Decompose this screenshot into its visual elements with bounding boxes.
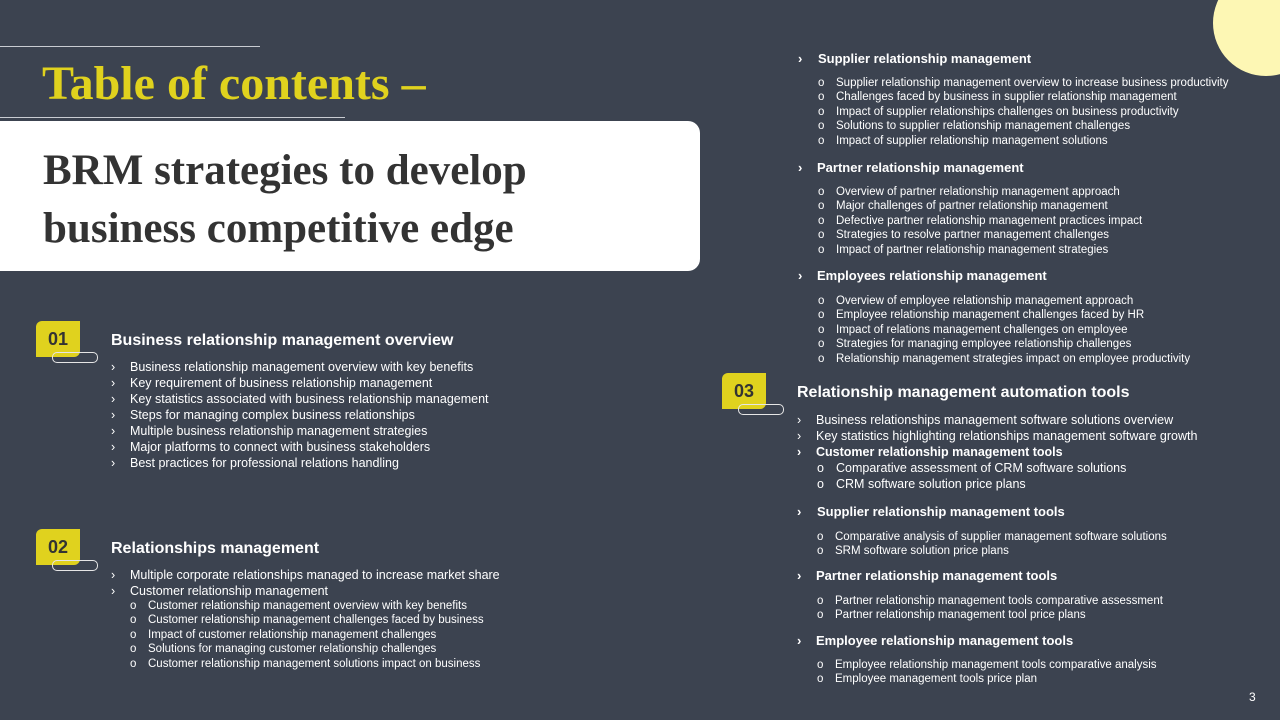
list-item: o Partner relationship management tools comparative assessment <box>817 595 1163 607</box>
list-item: o Partner relationship management tool price plans <box>817 609 1086 622</box>
list-item: o Impact of partner relationship management strategies <box>818 243 1109 256</box>
supplier-relationship-list <box>818 76 1228 148</box>
section-03-list <box>797 412 1197 460</box>
section-03-title: Relationship management automation tools <box>797 384 1130 401</box>
section-02-list <box>111 567 500 599</box>
list-item: o Challenges faced by business in supplier relationship management <box>818 91 1177 104</box>
list-item: › Key requirement of business relationship management <box>111 376 433 390</box>
list-item: o Major challenges of partner relationship management <box>818 200 1108 213</box>
page-number: 3 <box>1249 690 1256 704</box>
section-01-title: Business relationship management overview <box>111 332 454 349</box>
employees-relationship-heading: › Employees relationship management <box>798 268 1047 283</box>
list-item: › Customer relationship management <box>111 584 329 598</box>
list-item: o Comparative assessment of CRM software solutions <box>817 461 1127 475</box>
list-item: › Steps for managing complex business relationships <box>111 408 415 422</box>
list-item: › Best practices for professional relations handling <box>111 456 399 470</box>
list-item: o Solutions to supplier relationship management challenges <box>818 120 1131 133</box>
list-item: o Impact of relations management challenges on employee <box>818 323 1128 336</box>
title-divider-line <box>0 117 345 118</box>
presentation-subtitle <box>43 142 527 258</box>
list-item: o Relationship management strategies impact on employee productivity <box>818 352 1191 365</box>
list-item: o Defective partner relationship management practices impact <box>818 214 1143 227</box>
list-item: o CRM software solution price plans <box>817 477 1026 491</box>
section-02-sublist <box>130 599 484 671</box>
list-item: › Business relationships management software solutions overview <box>797 413 1174 427</box>
employees-relationship-list <box>818 294 1190 366</box>
list-item: › Multiple business relationship management strategies <box>111 424 428 438</box>
list-item: › Major platforms to connect with business stakeholders <box>111 440 431 454</box>
section-02-badge: 02 <box>36 529 80 565</box>
list-item: o Employee relationship management tools comparative analysis <box>817 659 1157 671</box>
list-item: › Key statistics highlighting relationships management software growth <box>797 429 1198 443</box>
subtitle-line-2: business competitive edge <box>43 205 514 252</box>
list-item: › Customer relationship management tools <box>797 445 1063 459</box>
partner-tools-heading: › Partner relationship management tools <box>797 568 1058 583</box>
supplier-tools-heading: › Supplier relationship management tools <box>797 504 1065 519</box>
crm-tools-list <box>817 460 1126 492</box>
list-item: o Supplier relationship management overview to increase business productivity <box>818 77 1229 89</box>
section-01-list <box>111 359 489 471</box>
list-item: o Strategies to resolve partner management challenges <box>818 229 1109 242</box>
partner-tools-list <box>817 594 1163 623</box>
list-item: o Customer relationship management challenges faced by business <box>130 614 484 627</box>
list-item: o SRM software solution price plans <box>817 545 1009 558</box>
list-item: › Multiple corporate relationships managed to increase market share <box>111 568 500 582</box>
section-02-link-shape <box>52 560 98 571</box>
subtitle-line-1: BRM strategies to develop <box>43 147 527 194</box>
list-item: o Strategies for managing employee relationship challenges <box>818 338 1132 351</box>
list-item: o Overview of employee relationship management approach <box>818 295 1134 307</box>
section-01-link-shape <box>52 352 98 363</box>
employee-tools-heading: › Employee relationship management tools <box>797 633 1074 648</box>
page-title: Table of contents – <box>42 57 426 110</box>
top-divider-line <box>0 46 260 47</box>
list-item: o Employee relationship management challenges faced by HR <box>818 309 1145 322</box>
list-item: o Employee management tools price plan <box>817 673 1038 686</box>
list-item: o Impact of supplier relationship management solutions <box>818 134 1108 147</box>
list-item: o Solutions for managing customer relationship challenges <box>130 643 437 656</box>
section-01-badge: 01 <box>36 321 80 357</box>
list-item: › Business relationship management overview with key benefits <box>111 360 474 374</box>
supplier-tools-list <box>817 530 1167 559</box>
list-item: › Key statistics associated with business relationship management <box>111 392 489 406</box>
list-item: o Impact of supplier relationships challenges on business productivity <box>818 105 1179 118</box>
section-03-link-shape <box>738 404 784 415</box>
list-item: o Customer relationship management overview with key benefits <box>130 600 467 612</box>
section-02-title: Relationships management <box>111 540 320 557</box>
section-03-badge: 03 <box>722 373 766 409</box>
partner-relationship-heading: › Partner relationship management <box>798 160 1024 175</box>
partner-relationship-list <box>818 185 1142 257</box>
employee-tools-list <box>817 658 1157 687</box>
decorative-circle <box>1213 0 1280 76</box>
list-item: o Customer relationship management solutions impact on business <box>130 657 481 670</box>
supplier-relationship-heading: › Supplier relationship management <box>798 51 1032 66</box>
list-item: o Comparative analysis of supplier management software solutions <box>817 531 1167 543</box>
list-item: o Impact of customer relationship management challenges <box>130 628 437 641</box>
list-item: o Overview of partner relationship management approach <box>818 186 1120 198</box>
